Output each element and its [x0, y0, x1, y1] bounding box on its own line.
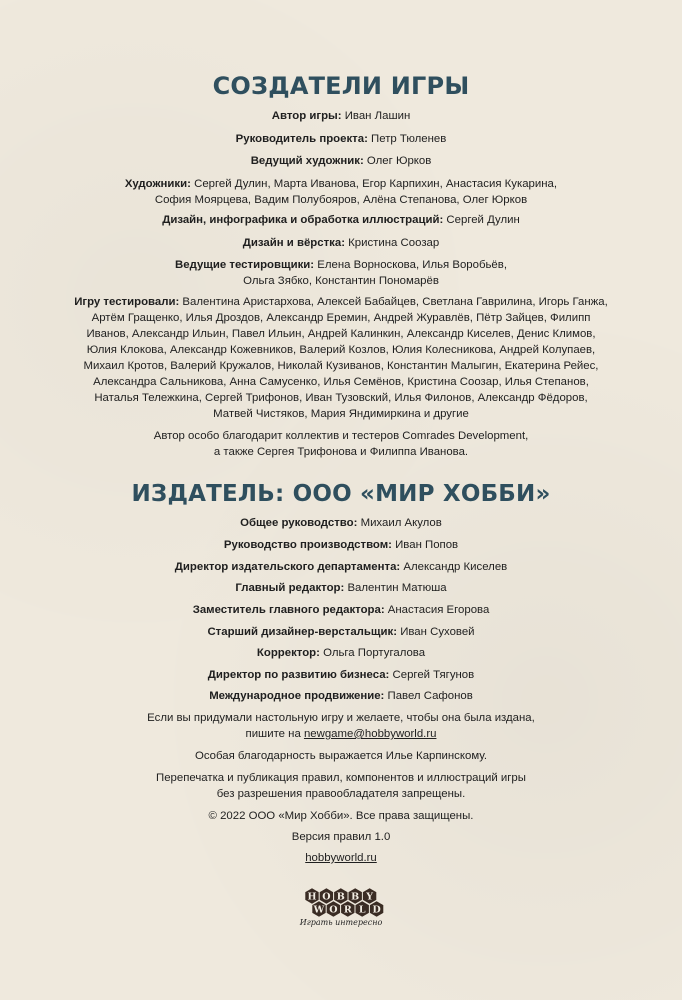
thanks-line-1: Автор особо благодарит коллектив и тестеров Comrades Development, [153, 430, 529, 442]
credit-testers: Игру тестировали: Валентина Аристархова, Алексей Бабайцев, Светлана Гаврилина, Игорь Ганжа, [74, 296, 608, 308]
credit-testers-6: Александра Сальникова, Анна Самусенко, Илья Семёнов, Кристина Соозар, Илья Степанов, [93, 376, 589, 388]
reprint-line-2: без разрешения правообладателя запрещены. [216, 788, 466, 800]
logo-top-letter: H [307, 891, 317, 903]
credit-production: Руководство производством: Иван Попов [223, 539, 459, 551]
logo-bottom-letter: D [372, 904, 381, 916]
credit-lead-testers: Ведущие тестировщики: Елена Ворноскова, Илья Воробьёв, [175, 259, 507, 271]
logo-tagline: Играть интересно [299, 918, 383, 927]
credit-layout: Дизайн и вёрстка: Кристина Соозар [242, 237, 440, 249]
credit-lead-artist: Ведущий художник: Олег Юрков [250, 155, 432, 167]
logo-bottom-letter: L [358, 904, 366, 916]
rules-version: Версия правил 1.0 [291, 831, 391, 843]
submit-line-1: Если вы придумали настольную игру и желаете, чтобы она была издана, [147, 712, 535, 724]
logo-bottom-letter: O [329, 904, 338, 916]
logo-top-letter: B [351, 891, 360, 903]
credit-design: Дизайн, инфографика и обработка иллюстраций: Сергей Дулин [162, 214, 520, 226]
credit-testers-3: Иванов, Александр Ильин, Павел Ильин, Андрей Калинкин, Александр Киселев, Денис Климов, [86, 328, 596, 340]
credit-author: Автор игры: Иван Лашин [271, 110, 411, 122]
credit-proofreader: Корректор: Ольга Португалова [256, 647, 426, 659]
credit-testers-4: Юлия Клокова, Александр Кожевников, Валерий Козлов, Юлия Колесникова, Андрей Колупаев, [86, 344, 596, 356]
credit-general-management: Общее руководство: Михаил Акулов [240, 517, 442, 529]
publisher-title: ИЗДАТЕЛЬ: ООО «МИР ХОББИ» [131, 481, 551, 507]
logo-top-letter: B [336, 891, 345, 903]
credit-testers-7: Наталья Тележкина, Сергей Трифонов, Иван Тузовский, Илья Филонов, Александр Фёдоров, [94, 392, 588, 404]
logo-bottom-letter: R [343, 904, 352, 916]
copyright: © 2022 ООО «Мир Хобби». Все права защищены. [208, 810, 474, 822]
credit-artists-cont: София Моярцева, Вадим Полубояров, Алёна Степанова, Олег Юрков [154, 194, 528, 206]
credit-publishing-director: Директор издательского департамента: Александр Киселев [174, 561, 508, 573]
special-thanks: Особая благодарность выражается Илье Карпинскому. [194, 750, 488, 762]
logo-top-letter: Y [366, 891, 373, 903]
credit-testers-8: Матвей Чистяков, Мария Яндимиркина и другие [213, 408, 469, 420]
logo-top-letter: O [322, 891, 331, 903]
credit-artists: Художники: Сергей Дулин, Марта Иванова, Егор Карпихин, Анастасия Кукарина, [124, 178, 558, 190]
submit-line-2: пишите на newgame@hobbyworld.ru [245, 728, 437, 740]
credit-lead-testers-cont: Ольга Зябко, Константин Пономарёв [243, 275, 439, 287]
credit-bizdev: Директор по развитию бизнеса: Сергей Тягунов [207, 669, 475, 681]
logo-bottom-letter: W [313, 904, 325, 916]
thanks-line-2: а также Сергея Трифонова и Филиппа Иванова. [213, 446, 469, 458]
credit-international: Международное продвижение: Павел Сафонов [209, 690, 473, 702]
credit-testers-2: Артём Гращенко, Илья Дроздов, Александр Еремин, Андрей Журавлёв, Пётр Зайцев, Филипп [91, 312, 591, 324]
credit-chief-editor: Главный редактор: Валентин Матюша [235, 582, 447, 594]
reprint-line-1: Перепечатка и публикация правил, компонентов и иллюстраций игры [156, 772, 526, 784]
credit-senior-designer: Старший дизайнер-верстальщик: Иван Суховей [207, 626, 475, 638]
website-link[interactable]: hobbyworld.ru [305, 852, 377, 864]
credit-deputy-editor: Заместитель главного редактора: Анастасия Егорова [192, 604, 490, 616]
credit-project-manager: Руководитель проекта: Петр Тюленев [235, 133, 447, 145]
creators-title: СОЗДАТЕЛИ ИГРЫ [212, 72, 470, 100]
credit-testers-5: Михаил Кротов, Валерий Кружалов, Николай Кузиванов, Константин Малыгин, Екатерина Рейес, [83, 360, 599, 372]
submit-email-link[interactable]: newgame@hobbyworld.ru [303, 728, 437, 740]
